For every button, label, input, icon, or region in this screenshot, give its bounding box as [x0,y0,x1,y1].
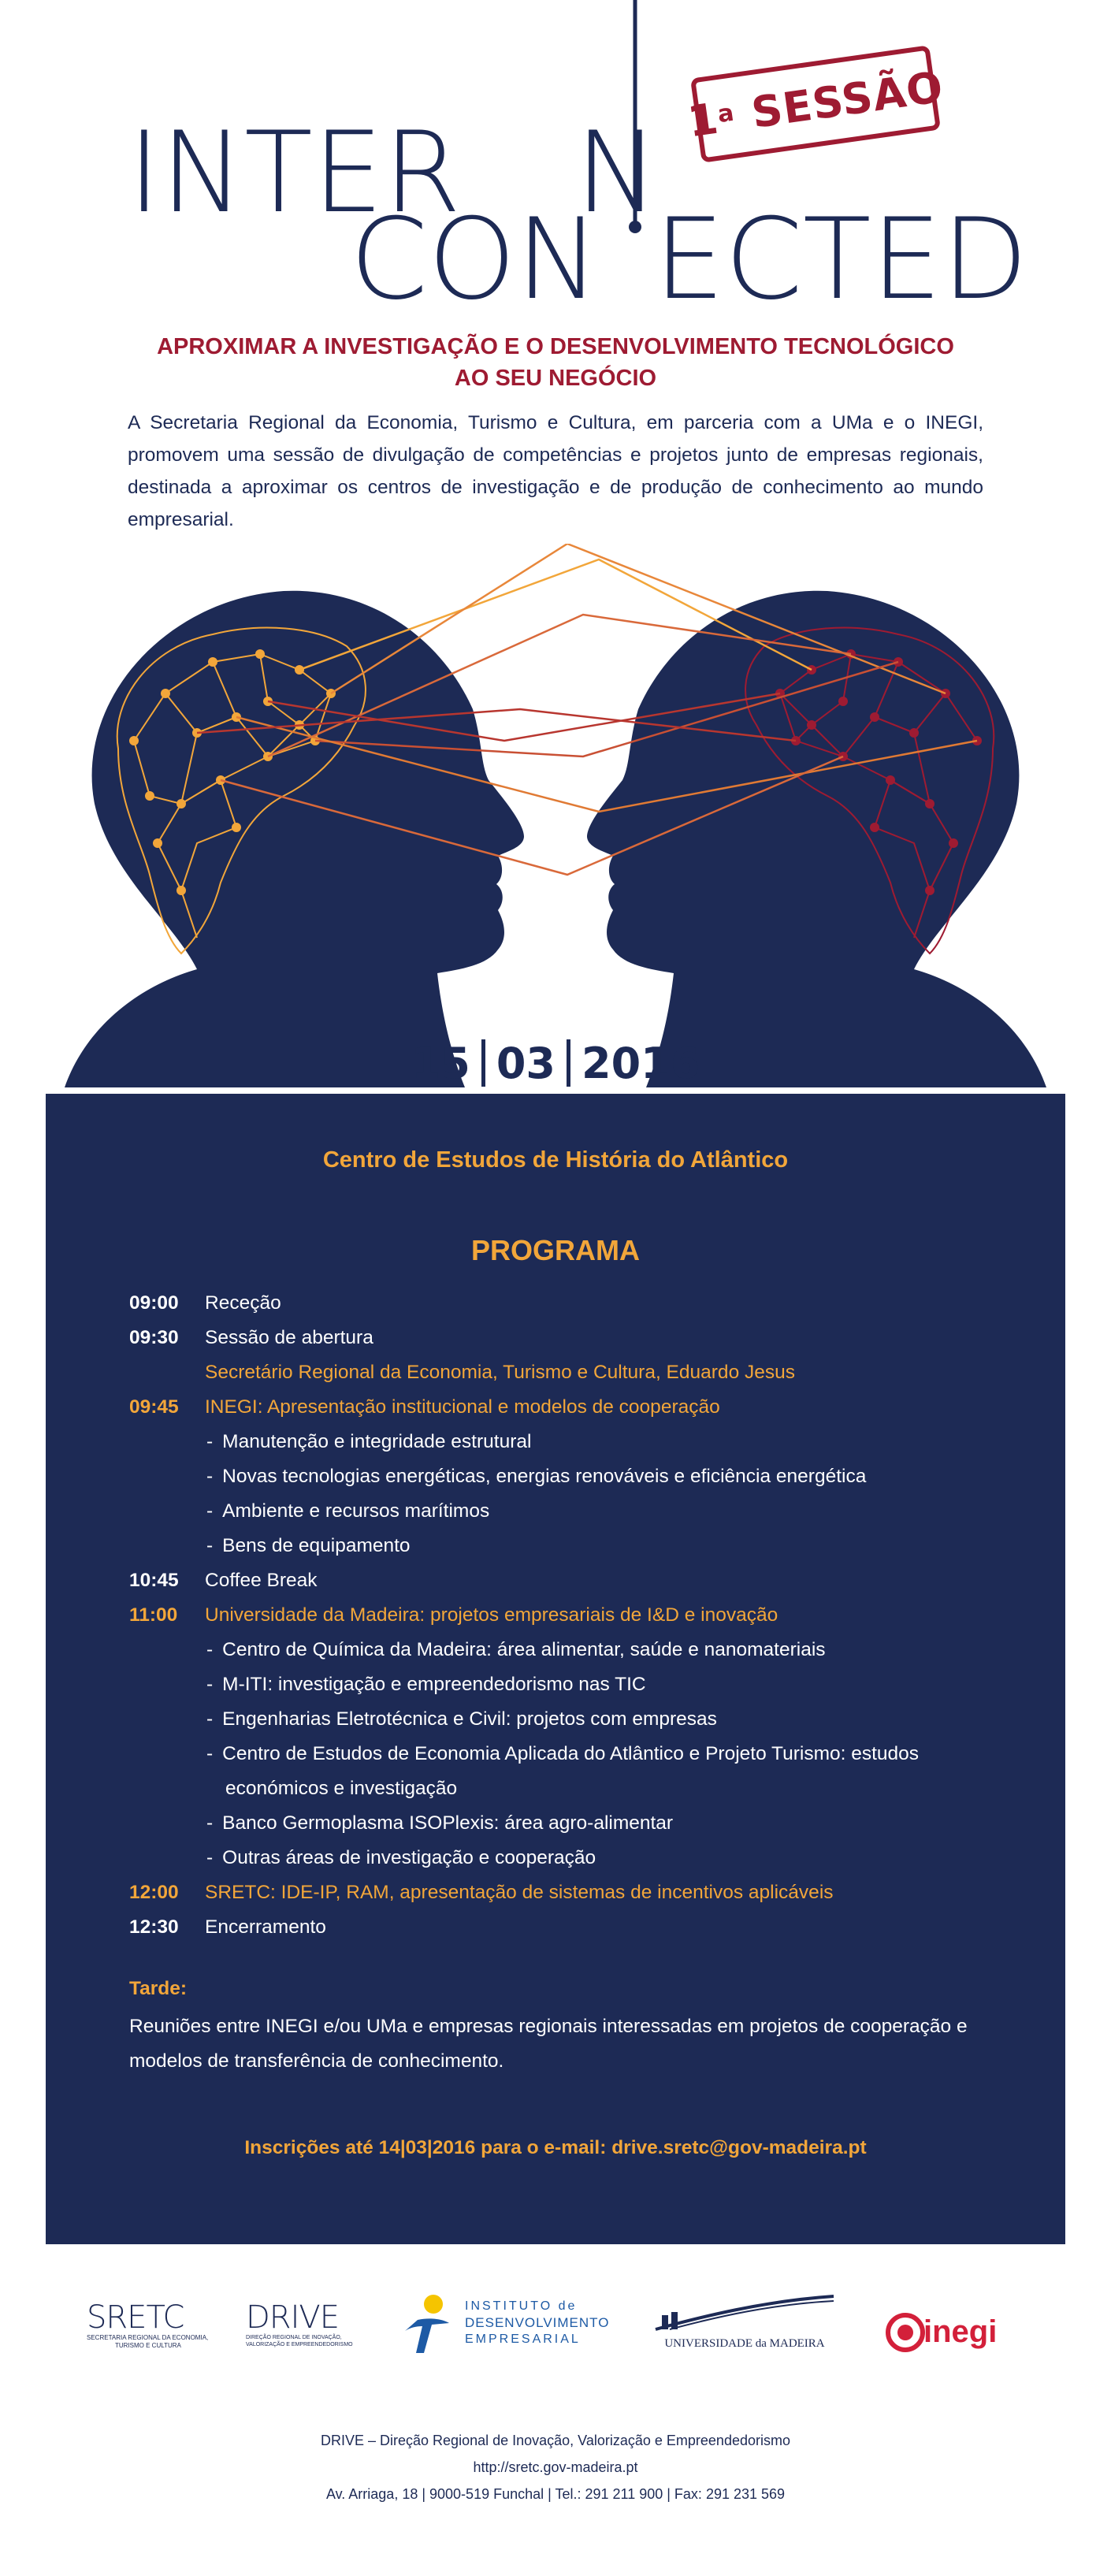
schedule-time: 09:30 [129,1327,179,1348]
registration-info: Inscrições até 14|03|2016 para o e-mail: drive.sretc@gov-madeira.pt [244,2137,867,2158]
inegi-logo-text: inegi [923,2314,998,2349]
schedule-time: 10:45 [129,1570,179,1591]
uma-logo [654,2293,835,2364]
schedule-row [129,1737,1027,1771]
schedule-row [129,1841,1027,1875]
program-title: PROGRAMA [471,1234,640,1266]
footer-url[interactable]: http://sretc.gov-madeira.pt [473,2459,638,2475]
schedule-row [129,1702,1027,1737]
schedule-row [129,1355,1027,1390]
title-line1: INTER [128,108,462,238]
schedule-row [129,1321,1027,1355]
schedule-time: 12:00 [129,1882,179,1903]
subtitle [79,331,1032,394]
schedule-row [129,1494,1027,1529]
schedule-time: 11:00 [129,1604,178,1626]
schedule-row [129,1633,1027,1667]
drive-logo [246,2301,380,2348]
schedule-row [129,1390,1027,1425]
stamp-text: SESSÃO [748,61,947,138]
title-n: N [575,108,660,238]
schedule-row [129,1286,1027,1321]
schedule-text: SRETC: IDE-IP, RAM, apresentação de sistemas de incentivos aplicáveis [205,1882,834,1903]
schedule-text: - Centro de Estudos de Economia Aplicada do Atlântico e Projeto Turismo: estudos [206,1737,919,1771]
schedule-list [129,1286,1027,1945]
schedule-time: 12:30 [129,1916,179,1938]
schedule-text: - Banco Germoplasma ISOPlexis: área agro-alimentar [206,1806,673,1841]
date-year: 2016 [582,1039,700,1088]
date-month: 03 [496,1039,556,1088]
sretc-logo-text: SRETC [87,2299,184,2336]
schedule-text: Encerramento [205,1916,326,1938]
date-separator [567,1039,570,1087]
schedule-text: Secretário Regional da Economia, Turismo e Cultura, Eduardo Jesus [205,1362,795,1383]
schedule-row [129,1563,1027,1598]
date-day: 15 [411,1039,470,1088]
schedule-text: - Engenharias Eletrotécnica e Civil: projetos com empresas [206,1702,717,1737]
schedule-time: 09:00 [129,1292,179,1314]
drive-logo-sub2: VALORIZAÇÃO E EMPREENDEDORISMO [246,2342,353,2347]
heads-illustration [0,544,1111,1095]
stamp-sup: a [715,99,737,128]
schedule-text: económicos e investigação [225,1778,458,1799]
ide-logo-icon [400,2293,455,2356]
schedule-text: - Centro de Química da Madeira: área alimentar, saúde e nanomateriais [206,1633,826,1667]
schedule-row [129,1875,1027,1910]
date-separator [481,1039,485,1087]
afternoon-text: Reuniões entre INEGI e/ou UMa e empresas regionais interessadas em projetos de cooperação e modelos de transferência de conhecimento. [129,2016,968,2072]
sretc-logo [87,2301,229,2350]
sretc-logo-sub1: SECRETARIA REGIONAL DA ECONOMIA, [87,2334,209,2341]
schedule-row [129,1529,1027,1563]
title-line2b: ECTED [654,195,1028,315]
schedule-row [129,1598,1027,1633]
schedule-text: INEGI: Apresentação institucional e modelos de cooperação [205,1396,720,1418]
schedule-text: - M-ITI: investigação e empreendedorismo nas TIC [206,1667,646,1702]
schedule-row [129,1459,1027,1494]
schedule-text: - Outras áreas de investigação e cooperação [206,1841,596,1875]
schedule-row [129,1910,1027,1945]
subtitle-line2: AO SEU NEGÓCIO [454,366,657,391]
footer-address: Av. Arriaga, 18 | 9000-519 Funchal | Tel.: 291 211 900 | Fax: 291 231 569 [325,2486,786,2502]
title-line2a: CON [350,195,600,315]
schedule-text: Coffee Break [205,1570,318,1591]
ide-logo-line3: EMPRESARIAL [465,2333,581,2346]
sretc-logo-sub2: TURISMO E CULTURA [115,2342,181,2349]
schedule-row [129,1806,1027,1841]
uma-logo-text: UNIVERSIDADE da MADEIRA [664,2337,825,2350]
drive-logo-sub1: DIREÇÃO REGIONAL DE INOVAÇÃO, [246,2335,342,2340]
schedule-text: - Manutenção e integridade estrutural [206,1425,531,1459]
schedule-text: Receção [205,1292,281,1314]
event-title [0,0,1111,315]
uma-logo-icon [654,2293,835,2333]
schedule-row [129,1771,1027,1806]
footer [0,2427,1111,2507]
footer-org: DRIVE – Direção Regional de Inovação, Valorização e Empreendedorismo [321,2433,790,2448]
inegi-logo [886,2313,1027,2352]
schedule-text: Universidade da Madeira: projetos empresariais de I&D e inovação [205,1604,778,1626]
schedule-time: 09:45 [129,1396,179,1418]
schedule-row [129,1425,1027,1459]
subtitle-line1: APROXIMAR A INVESTIGAÇÃO E O DESENVOLVIMENTO TECNOLÓGICO [157,334,954,359]
left-head-silhouette [65,591,524,1087]
drive-logo-text: DRIVE [246,2299,340,2336]
event-date [0,1039,1111,1090]
schedule-text: - Novas tecnologias energéticas, energias renováveis e eficiência energética [206,1459,866,1494]
right-head-silhouette [587,591,1046,1087]
ide-logo-line2: DESENVOLVIMENTO [465,2315,610,2330]
schedule-text: Sessão de abertura [205,1327,373,1348]
afternoon-label: Tarde: [129,1978,188,1999]
schedule-row [129,1667,1027,1702]
ide-logo-line1: INSTITUTO de [465,2299,578,2313]
venue: Centro de Estudos de História do Atlântico [322,1147,789,1173]
schedule-text: - Bens de equipamento [206,1529,411,1563]
schedule-text: - Ambiente e recursos marítimos [206,1494,489,1529]
intro-paragraph: A Secretaria Regional da Economia, Turismo e Cultura, em parceria com a UMa e o INEGI, promovem uma sessão de divulgação de competências e projetos junto de empresas regionais, destinada a aproximar os centros de investigação e de produção de conhecimento ao mundo empresarial. [128,412,983,530]
inegi-logo-icon [886,2313,925,2352]
ide-logo [400,2293,613,2364]
stamp-num: 1 [684,93,722,147]
program-panel [46,1094,1065,2244]
